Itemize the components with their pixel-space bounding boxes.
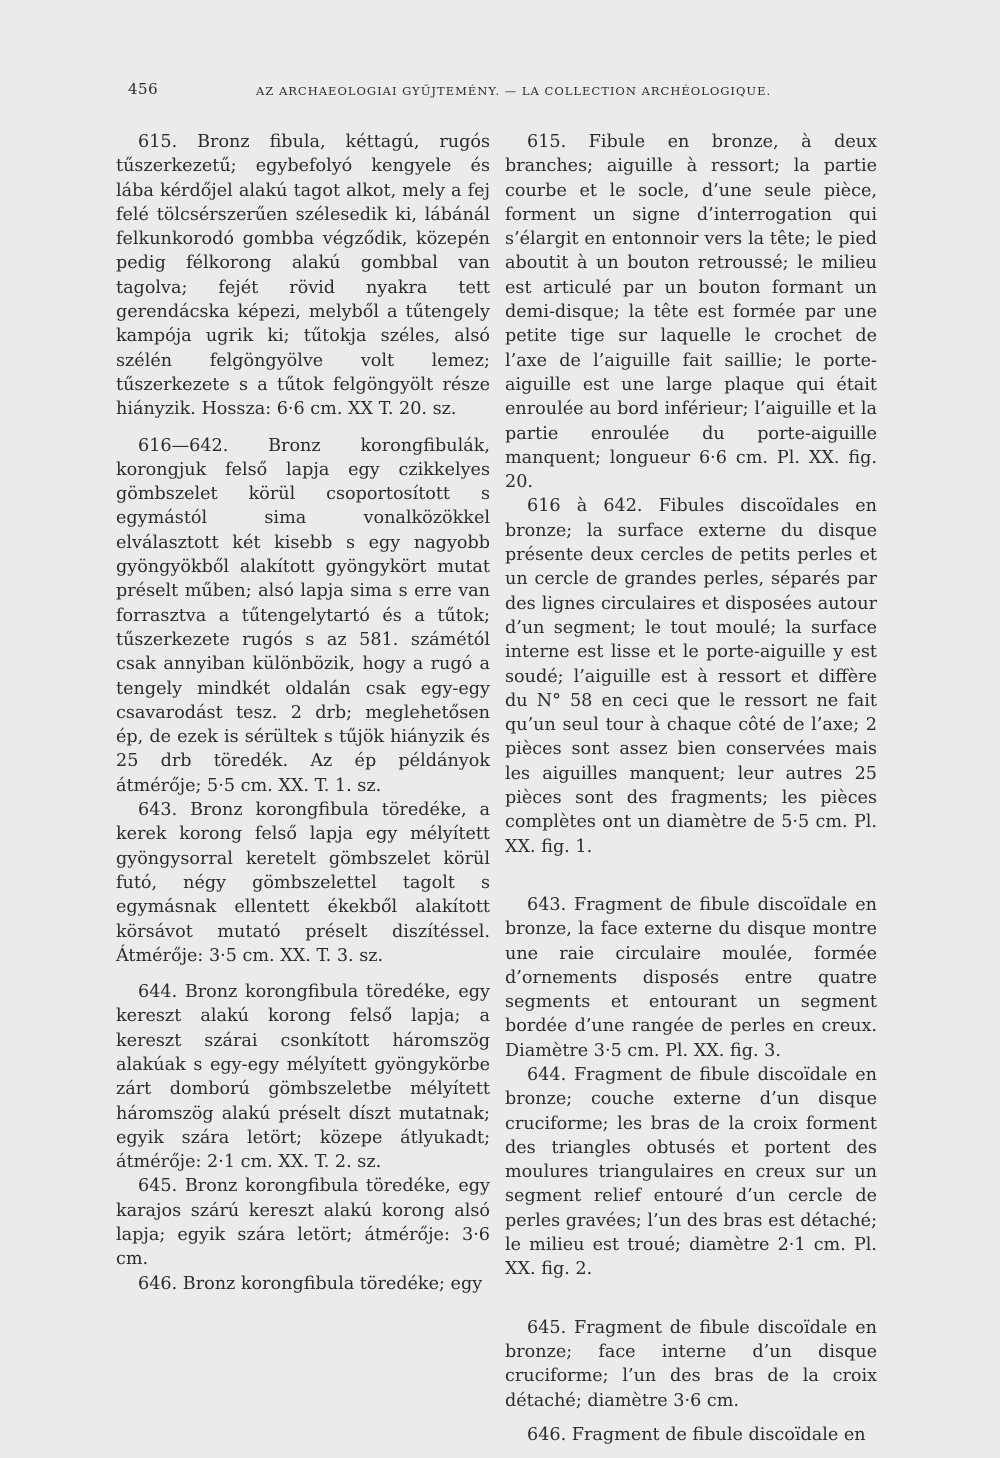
entry-616-642-hu: 616—642. Bronz korongfibulák, korongjuk felső lapja egy czikkelyes gömbszelet körül csoportosított s egymástól sima vonalközökkel elválasztott két kisebb s egy nagyobb gyöngyökből alakított gyöngykört mutat préselt műben; alsó lapja sima s erre van forrasztva a tűtengelytartó és a tűtok; tűszerkezete rugós s az 581. számétól csak annyiban különbözik, hogy a rugó a tengely mindkét oldalán csak egy-egy csavarodást tesz. 2 drb; meglehetősen ép, de ezek is sérültek s tűjök hiányzik és 25 drb töredék. Az ép példányok átmérője; 5·5 cm. XX. T. 1. sz. (116, 435, 490, 796)
entry-645-hu: 645. Bronz korongfibula töredéke, egy karajos szárú kereszt alakú korong alsó lapja; egyik szára letört; átmérője: 3·6 cm. (116, 1176, 490, 1270)
entry-643-hu: 643. Bronz korongfibula töredéke, a kerek korong felső lapja egy mélyített gyöngysorral keretelt gömbszelet körül futó, négy gömbszelettel tagolt s egymásnak ellentett ékekből alakított körsávot mutató préselt diszítéssel. Átmérője: 3·5 cm. XX. T. 3. sz. (116, 800, 490, 966)
entry-646-hu: 646. Bronz korongfibula töredéke; egy (138, 1273, 483, 1294)
entry-644-hu: 644. Bronz korongfibula töredéke, egy kereszt alakú korong felső lapja; a kereszt szárai csonkított háromszög alakúak s egy-egy mélyített gyöngykörbe zárt domború gömbszeletbe mélyített háromszög alakú préselt díszt mutatnak; egyik szára letört; közepe átlyukadt; átmérője: 2·1 cm. XX. T. 2. sz. (116, 982, 490, 1173)
page-header (128, 80, 868, 104)
french-column (505, 130, 877, 1447)
running-title: AZ ARCHAEOLOGIAI GYŰJTEMÉNY. — LA COLLECTION ARCHÉOLOGIQUE. (256, 84, 772, 98)
entry-615-fr: 615. Fibule en bronze, à deux branches; aiguille à ressort; la partie courbe et le socle, d’une seule pièce, forment un signe d’interrogation qui s’élargit en entonnoir vers la tête; le pied aboutit à un bouton retroussé; le milieu est articulé par un bouton formant un demi-disque; la tête est formée par une petite tige sur laquelle le crochet de l’axe de l’aiguille fait saillie; le porte-aiguille est une large plaque qui était enroulée au bord inférieur; l’aiguille et la partie enroulée du porte-aiguille manquent; longueur 6·6 cm. Pl. XX. fig. 20. (505, 132, 877, 493)
entry-646-fr: 646. Fragment de fibule discoïdale en (527, 1424, 866, 1445)
entry-616-642-fr: 616 à 642. Fibules discoïdales en bronze; la surface externe du disque présente deux cercles de petits perles et un cercle de grandes perles, séparés par des lignes circulaires et disposées autour d’un segment; le tout moulé; la surface interne est lisse et le porte-aiguille y est soudé; l’aiguille est à ressort et diffère du N° 58 en ceci que le ressort ne fait qu’un seul tour à chaque côté de l’axe; 2 pièces sont assez bien conservées mais les aiguilles manquent; leur autres 25 pièces sont des fragments; les pièces complètes ont un diamètre de 5·5 cm. Pl. XX. fig. 1. (505, 496, 877, 857)
hungarian-column (116, 130, 490, 1296)
entry-645-fr: 645. Fragment de fibule discoïdale en bronze; face interne d’un disque cruciforme; l’un des bras de la croix détaché; diamètre 3·6 cm. (505, 1317, 877, 1411)
entry-644-fr: 644. Fragment de fibule discoïdale en bronze; couche externe d’un disque cruciforme; les bras de la croix forment des triangles obtusés et portent des moulures triangulaires en creux sur un segment relief entouré d’un cercle de perles gravées; l’un des bras est détaché; le milieu est troué; diamètre 2·1 cm. Pl. XX. fig. 2. (505, 1064, 877, 1280)
entry-643-fr: 643. Fragment de fibule discoïdale en bronze, la face externe du disque montre une raie circulaire moulée, formée d’ornements disposés entre quatre segments et entourant un segment bordée d’une rangée de perles en creux. Diamètre 3·5 cm. Pl. XX. fig. 3. (505, 894, 877, 1061)
page-number: 456 (128, 80, 159, 98)
entry-615-hu: 615. Bronz fibula, kéttagú, rugós tűszerkezetű; egybefolyó kengyele és lába kérdőjel alakú tagot alkot, mely a fej felé tölcsérszerűen szélesedik ki, lábánál felkunkorodó gombba végződik, közepén pedig félkorong alakú gombbal van tagolva; fejét rövid nyakra tett gerendácska képezi, melyből a tűtengely kampója ugrik ki; tűtokja széles, alsó szélén felgöngyölve volt lemez; tűszerkezete s a tűtok felgöngyölt része hiányzik. Hossza: 6·6 cm. XX T. 20. sz. (116, 132, 490, 420)
